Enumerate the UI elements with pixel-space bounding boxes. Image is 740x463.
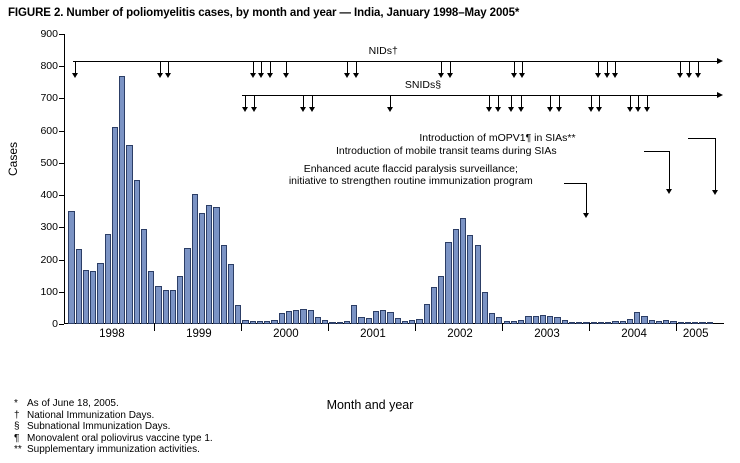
bar	[250, 321, 256, 324]
snids-arrow	[511, 95, 512, 107]
bar	[692, 322, 698, 324]
bar	[475, 245, 481, 324]
nids-arrow-head	[258, 73, 264, 78]
footnote-text: Subnational Immunization Days.	[27, 421, 171, 433]
x-tick-label: 1998	[99, 328, 125, 340]
nids-arrow	[286, 61, 287, 73]
bar	[308, 310, 314, 325]
mopv1-callout-label: Introduction of mOPV1¶ in SIAs**	[419, 132, 576, 145]
bar	[467, 235, 473, 324]
nids-arrow-head	[438, 73, 444, 78]
bar	[424, 304, 430, 324]
nids-arrow-head	[267, 73, 273, 78]
transit-arrow	[669, 151, 670, 189]
bar	[279, 313, 285, 324]
nids-arrow	[75, 61, 76, 73]
snids-arrow-head	[242, 107, 248, 112]
bar	[192, 194, 198, 325]
nids-arrow-head	[695, 73, 701, 78]
footnote	[14, 410, 213, 422]
footnote-text: As of June 18, 2005.	[27, 398, 119, 409]
footnote-text: Supplementary immunization activities.	[27, 444, 200, 456]
nids-arrow-head	[447, 73, 453, 78]
x-axis-separator	[415, 323, 416, 331]
bar	[576, 322, 582, 324]
footnote-marker: *	[14, 398, 18, 409]
snids-arrow-head	[518, 107, 524, 112]
bar	[105, 234, 111, 324]
snids-label: SNIDs§	[404, 79, 442, 92]
snids-arrow-head	[508, 107, 514, 112]
nids-arrow-head	[595, 73, 601, 78]
nids-arrow	[522, 61, 523, 73]
transit-arrow-head	[666, 189, 672, 194]
snids-arrow-head	[635, 107, 641, 112]
snids-arrow-head	[596, 107, 602, 112]
bar	[112, 127, 118, 324]
snids-arrow	[489, 95, 490, 107]
bar	[242, 320, 248, 324]
bar	[199, 213, 205, 324]
nids-arrow	[160, 61, 161, 73]
snids-arrow	[638, 95, 639, 107]
nids-arrow-head	[250, 73, 256, 78]
bar	[337, 322, 343, 324]
x-axis-separator	[328, 323, 329, 331]
page-title: FIGURE 2. Number of poliomyelitis cases, by month and year — India, January 1998–May 2005*	[8, 7, 520, 19]
plot-area	[40, 28, 724, 340]
x-tick-label: 2005	[682, 328, 709, 340]
snids-arrow-head	[588, 107, 594, 112]
y-tick-label: 900	[40, 28, 58, 40]
nids-arrow-head	[165, 73, 171, 78]
bar	[177, 276, 183, 324]
bar	[119, 76, 125, 324]
bar	[402, 321, 408, 324]
bar	[533, 316, 539, 324]
footnote-marker: ¶	[14, 432, 20, 444]
nids-arrow	[253, 61, 254, 73]
bar	[540, 315, 546, 324]
nids-arrow-head	[72, 73, 78, 78]
afp-callout-line2: initiative to strengthen routine immunization program	[288, 174, 533, 187]
footnote	[14, 444, 213, 456]
y-tick	[59, 324, 64, 325]
bar	[170, 290, 176, 324]
nids-arrow-head	[283, 73, 289, 78]
x-tick-label: 2002	[447, 328, 473, 340]
bar	[271, 320, 277, 325]
bar	[148, 271, 154, 324]
bar	[264, 321, 270, 324]
bar	[678, 322, 684, 324]
y-tick-label: 100	[40, 285, 58, 298]
bar	[598, 322, 604, 324]
mopv1-arrow-head	[712, 190, 718, 195]
x-axis-separator	[241, 323, 242, 331]
bar	[184, 248, 190, 324]
bar	[569, 322, 575, 324]
bar	[525, 316, 531, 324]
bar	[358, 317, 364, 324]
bar	[504, 321, 510, 324]
bar	[235, 305, 241, 324]
snids-arrow	[559, 95, 560, 107]
footnote-text: National Immunization Days.	[27, 409, 155, 421]
snids-arrow	[550, 95, 551, 107]
footnote-marker: **	[14, 444, 22, 456]
bar	[213, 207, 219, 324]
bar	[228, 264, 234, 324]
bar	[134, 180, 140, 324]
bar	[489, 313, 495, 324]
bar	[438, 276, 444, 324]
y-tick-label: 200	[40, 253, 58, 266]
nids-arrow-head	[612, 73, 618, 78]
snids-arrow-head	[387, 107, 393, 112]
bar	[699, 322, 705, 324]
nids-arrow-head	[677, 73, 683, 78]
bar	[76, 249, 82, 324]
bar	[380, 310, 386, 324]
snids-arrow	[591, 95, 592, 107]
y-tick-label: 700	[40, 92, 58, 105]
bar	[656, 321, 662, 324]
bar	[685, 322, 691, 324]
mopv1-leader	[688, 138, 716, 139]
y-tick-label: 400	[40, 189, 58, 202]
bar	[293, 310, 299, 324]
x-tick-label: 2000	[273, 328, 299, 340]
bar	[518, 320, 524, 325]
nids-arrow	[270, 61, 271, 73]
bar	[591, 322, 597, 324]
nids-arrow-head	[604, 73, 610, 78]
snids-arrow	[521, 95, 522, 107]
nids-arrow	[168, 61, 169, 73]
y-tick-label: 300	[40, 221, 58, 234]
mopv1-arrow	[715, 138, 716, 190]
nids-arrow	[598, 61, 599, 73]
bar	[373, 311, 379, 324]
snids-arrow	[599, 95, 600, 107]
snids-arrow-head	[547, 107, 553, 112]
snids-arrow	[630, 95, 631, 107]
footnote-marker: §	[14, 421, 20, 433]
footnote	[14, 398, 213, 410]
bar	[547, 316, 553, 324]
snids-arrow	[390, 95, 391, 107]
x-axis-separator	[154, 323, 155, 331]
nids-baseline	[73, 61, 718, 62]
snids-baseline-arrowhead	[717, 92, 723, 98]
bar	[97, 263, 103, 324]
snids-arrow	[498, 95, 499, 107]
bar	[206, 205, 212, 324]
footnote-text: Monovalent oral poliovirus vaccine type 1.	[27, 432, 213, 444]
snids-arrow-head	[309, 107, 315, 112]
nids-arrow-head	[157, 73, 163, 78]
bar	[90, 271, 96, 324]
bar	[431, 287, 437, 324]
y-axis-title: Cases	[6, 141, 20, 176]
y-tick-label: 0	[52, 318, 58, 330]
bar	[649, 320, 655, 324]
afp-arrow-head	[583, 213, 589, 218]
nids-arrow	[615, 61, 616, 73]
transit-teams-callout-label: Introduction of mobile transit teams during SIAs	[335, 145, 557, 158]
nids-arrow	[680, 61, 681, 73]
snids-arrow-head	[251, 107, 257, 112]
nids-arrow-head	[353, 73, 359, 78]
bar	[329, 322, 335, 324]
bar	[163, 290, 169, 324]
snids-arrow	[303, 95, 304, 107]
bar	[663, 320, 669, 325]
bar	[707, 322, 713, 324]
bar	[511, 321, 517, 324]
bar	[460, 218, 466, 324]
bar	[300, 309, 306, 324]
bar	[221, 245, 227, 324]
afp-callout-line1: Enhanced acute flaccid paralysis surveillance;	[303, 162, 518, 175]
bar	[257, 321, 263, 324]
snids-arrow-head	[556, 107, 562, 112]
y-tick-label: 800	[40, 60, 58, 73]
bar	[286, 311, 292, 324]
snids-arrow-head	[627, 107, 633, 112]
afp-callout-label	[289, 163, 533, 187]
bar	[351, 305, 357, 324]
bar	[141, 229, 147, 324]
bar	[605, 322, 611, 324]
x-axis-title: Month and year	[326, 398, 414, 412]
bar	[155, 286, 161, 324]
snids-arrow	[312, 95, 313, 107]
nids-arrow-head	[511, 73, 517, 78]
bar	[315, 317, 321, 324]
x-tick-label: 2001	[360, 328, 386, 340]
y-tick-label: 500	[40, 156, 58, 169]
nids-arrow	[514, 61, 515, 73]
snids-arrow	[254, 95, 255, 107]
nids-arrow	[450, 61, 451, 73]
bar	[83, 270, 89, 324]
bar	[482, 292, 488, 324]
transit-leader	[644, 151, 669, 152]
bar	[612, 321, 618, 324]
x-tick-label: 2003	[534, 328, 560, 340]
nids-baseline-arrowhead	[717, 58, 723, 64]
x-axis-separator	[676, 323, 677, 331]
nids-arrow	[689, 61, 690, 73]
snids-arrow-head	[644, 107, 650, 112]
afp-arrow	[586, 183, 587, 213]
bar	[453, 229, 459, 324]
x-axis-separator	[502, 323, 503, 331]
nids-arrow	[347, 61, 348, 73]
nids-arrow	[698, 61, 699, 73]
x-tick-label: 2004	[621, 328, 647, 340]
nids-arrow	[441, 61, 442, 73]
footnote	[14, 433, 213, 445]
bar	[68, 211, 74, 324]
nids-arrow-head	[519, 73, 525, 78]
bar	[634, 312, 640, 324]
x-tick-label: 1999	[186, 328, 212, 340]
snids-arrow-head	[495, 107, 501, 112]
y-tick-label: 600	[40, 124, 58, 137]
x-axis-separator	[589, 323, 590, 331]
bar	[416, 319, 422, 324]
bar	[620, 321, 626, 324]
bar	[554, 317, 560, 324]
nids-arrow-head	[686, 73, 692, 78]
bar	[387, 312, 393, 324]
bar	[395, 318, 401, 324]
snids-arrow-head	[300, 107, 306, 112]
bar	[344, 321, 350, 324]
footnote-marker: †	[14, 409, 20, 421]
afp-leader	[564, 183, 586, 184]
snids-arrow	[245, 95, 246, 107]
bar	[126, 145, 132, 324]
nids-arrow	[356, 61, 357, 73]
nids-label: NIDs†	[368, 45, 398, 58]
nids-arrow	[607, 61, 608, 73]
nids-arrow	[261, 61, 262, 73]
footnote	[14, 421, 213, 433]
bar	[562, 320, 568, 324]
snids-arrow	[647, 95, 648, 107]
bar	[627, 319, 633, 324]
snids-arrow-head	[486, 107, 492, 112]
footnotes	[14, 398, 213, 456]
bar	[366, 318, 372, 324]
nids-arrow-head	[344, 73, 350, 78]
bar	[445, 242, 451, 324]
bar	[641, 316, 647, 324]
